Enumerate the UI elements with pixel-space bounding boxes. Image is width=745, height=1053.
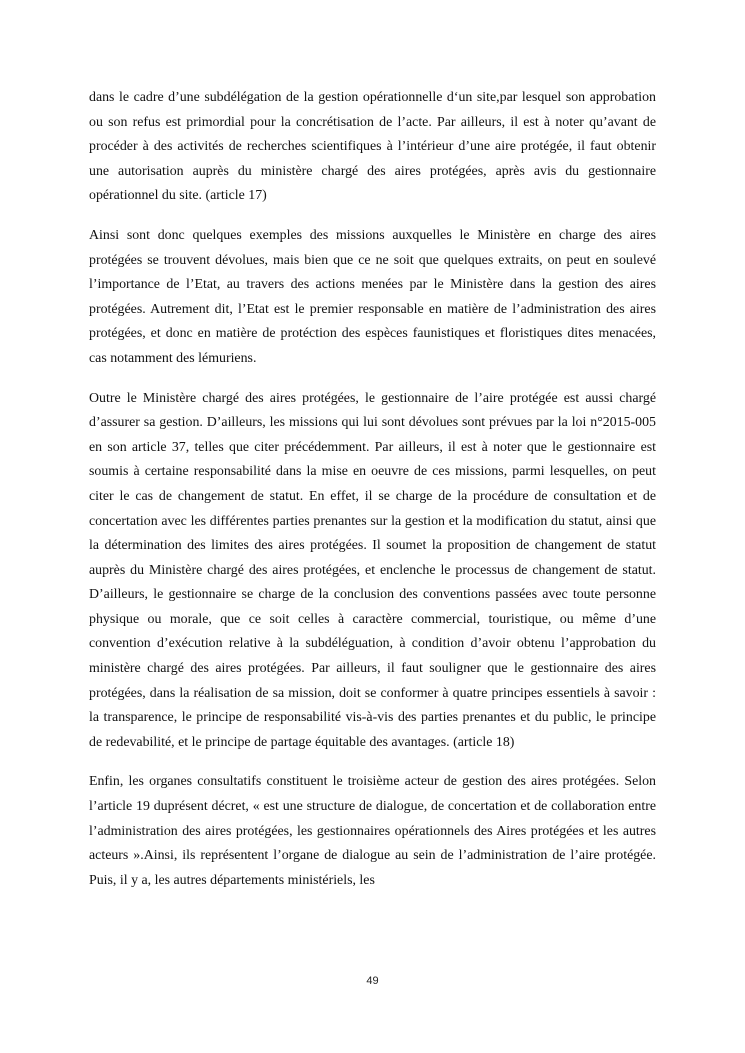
page-number: 49 bbox=[366, 975, 379, 987]
paragraph-subdelegation: dans le cadre d’une subdélégation de la gestion opérationnelle d‘un site,par lesquel son approbation ou son refus est primordial pour la concrétisation de l’acte. Par ailleurs, il est à noter qu’avant de procéder à des activités de recherches scientifiques à l’intérieur d’une aire protégée, il faut obtenir une autorisation auprès du ministère chargé des aires protégées, après avis du gestionnaire opérationnel du site. (article 17) bbox=[89, 90, 656, 204]
document-body bbox=[89, 86, 656, 908]
paragraph-gestionnaire: Outre le Ministère chargé des aires protégées, le gestionnaire de l’aire protégée est aussi chargé d’assurer sa gestion. D’ailleurs, les missions qui lui sont dévolues sont prévues par la loi n°2015-005 en son article 37, telles que citer précédemment. Par ailleurs, il est à noter que le gestionnaire est soumis à certaine responsabilité dans la mise en oeuvre de ces missions, parmi lesquelles, on peut citer le cas de changement de statut. En effet, il se charge de la procédure de consultation et de concertation avec les différentes parties prenantes sur la gestion et la modification du statut, ainsi que la détermination des limites des aires protégées. Il soumet la proposition de changement de statut auprès du Ministère chargé des aires protégées, et enclenche le processus de changement de statut. D’ailleurs, le gestionnaire se charge de la conclusion des conventions passées avec toute personne physique ou morale, que ce soit celles à caractère commercial, touristique, ou même d’une convention d’exécution relative à la subdéléguation, à condition d’avoir obtenu l’approbation du ministère chargé des aires protégées. Par ailleurs, il faut souligner que le gestionnaire des aires protégées, dans la réalisation de sa mission, doit se conformer à quatre principes essentiels à savoir : la transparence, le principe de responsabilité vis-à-vis des parties prenantes et du public, le principe de redevabilité, et le principe de partage équitable des avantages. (article 18) bbox=[89, 390, 656, 750]
paragraph-organes-consultatifs: Enfin, les organes consultatifs constituent le troisième acteur de gestion des aires protégées. Selon l’article 19 duprésent décret, « est une structure de dialogue, de concertation et de collaboration entre l’administration des aires protégées, les gestionnaires opérationnels des Aires protégées et les autres acteurs ».Ainsi, ils représentent l’organe de dialogue au sein de l’administration de l’aire protégée. Puis, il y a, les autres départements ministériels, les bbox=[89, 774, 656, 888]
paragraph-ministere-missions: Ainsi sont donc quelques exemples des missions auxquelles le Ministère en charge des aires protégées se trouvent dévolues, mais bien que ce ne soit que quelques extraits, on peut en soulevé l’importance de l’Etat, au travers des actions menées par le Ministère dans la gestion des aires protégées. Autrement dit, l’Etat est le premier responsable en matière de l’administration des aires protégées, et donc en matière de protéction des espèces faunistiques et floristiques dites menacées, cas notamment des lémuriens. bbox=[89, 227, 656, 366]
